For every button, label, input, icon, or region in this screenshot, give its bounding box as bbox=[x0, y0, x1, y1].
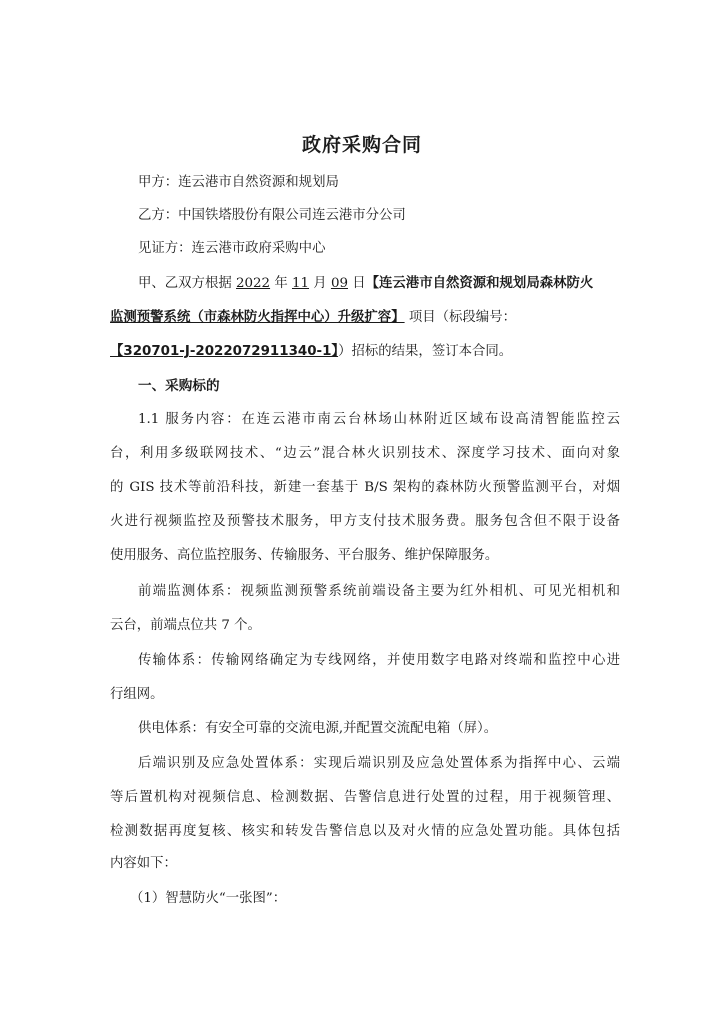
front-end-line-2: 云台，前端点位共 7 个。 bbox=[110, 618, 261, 633]
contract-year: 2022 bbox=[236, 276, 271, 291]
intro-line-2 bbox=[110, 308, 620, 328]
service-content-line-1: 1.1 服务内容：在连云港市南云台林场山林附近区域布设高清智能监控云 bbox=[138, 412, 620, 427]
bid-number: 【320701-J-2022072911340-1】 bbox=[110, 344, 339, 359]
project-name-part2: 监测预警系统（市森林防火指挥中心）升级扩容】 bbox=[110, 310, 405, 325]
backend-line-4: 内容如下： bbox=[110, 856, 177, 871]
party-a: 甲方：连云港市自然资源和规划局 bbox=[138, 175, 339, 190]
service-content-line-2: 台，利用多级联网技术、“边云”混合林火识别技术、深度学习技术、面向对象 bbox=[110, 446, 620, 461]
service-content-line-4: 火进行视频监控及预警技术服务，甲方支付技术服务费。服务包含但不限于设备 bbox=[110, 514, 620, 529]
section-heading-procurement: 一、采购标的 bbox=[138, 378, 220, 394]
item-smart-fire-map: （1）智慧防火“一张图”： bbox=[130, 891, 287, 906]
intro-line-3 bbox=[110, 342, 620, 362]
party-b: 乙方：中国铁塔股份有限公司连云港市分公司 bbox=[138, 208, 406, 223]
month-suffix: 月 bbox=[309, 276, 331, 291]
front-end-line-1: 前端监测体系：视频监测预警系统前端设备主要为红外相机、可见光相机和 bbox=[138, 584, 620, 599]
contract-day: 09 bbox=[330, 276, 348, 291]
service-content-line-5: 使用服务、高位监控服务、传输服务、平台服务、维护保障服务。 bbox=[110, 548, 499, 563]
intro-prefix: 甲、乙双方根据 bbox=[138, 276, 236, 291]
transmission-line-2: 行组网。 bbox=[110, 687, 164, 702]
backend-line-1: 后端识别及应急处置体系：实现后端识别及应急处置体系为指挥中心、云端 bbox=[138, 756, 620, 771]
after-project-text: 项目（标段编号： bbox=[404, 310, 516, 325]
intro-line-1 bbox=[138, 274, 620, 294]
witness-party: 见证方：连云港市政府采购中心 bbox=[138, 241, 326, 256]
project-name-part1: 【连云港市自然资源和规划局森林防火 bbox=[365, 276, 594, 291]
backend-line-2: 等后置机构对视频信息、检测数据、告警信息进行处置的过程，用于视频管理、 bbox=[110, 790, 620, 805]
service-content-line-3: 的 GIS 技术等前沿科技，新建一套基于 B/S 架构的森林防火预警监测平台，对烟 bbox=[110, 480, 620, 495]
contract-month: 11 bbox=[291, 276, 310, 291]
year-suffix: 年 bbox=[270, 276, 292, 291]
contract-title: 政府采购合同 bbox=[301, 134, 422, 156]
intro-closing: ）招标的结果，签订本合同。 bbox=[338, 344, 513, 359]
power-supply-line: 供电体系：有安全可靠的交流电源,并配置交流配电箱（屏）。 bbox=[138, 721, 498, 736]
backend-line-3: 检测数据再度复核、核实和转发告警信息以及对火情的应急处置功能。具体包括 bbox=[110, 824, 620, 839]
day-suffix: 日 bbox=[347, 276, 366, 291]
transmission-line-1: 传输体系：传输网络确定为专线网络，并使用数字电路对终端和监控中心进 bbox=[138, 653, 620, 668]
